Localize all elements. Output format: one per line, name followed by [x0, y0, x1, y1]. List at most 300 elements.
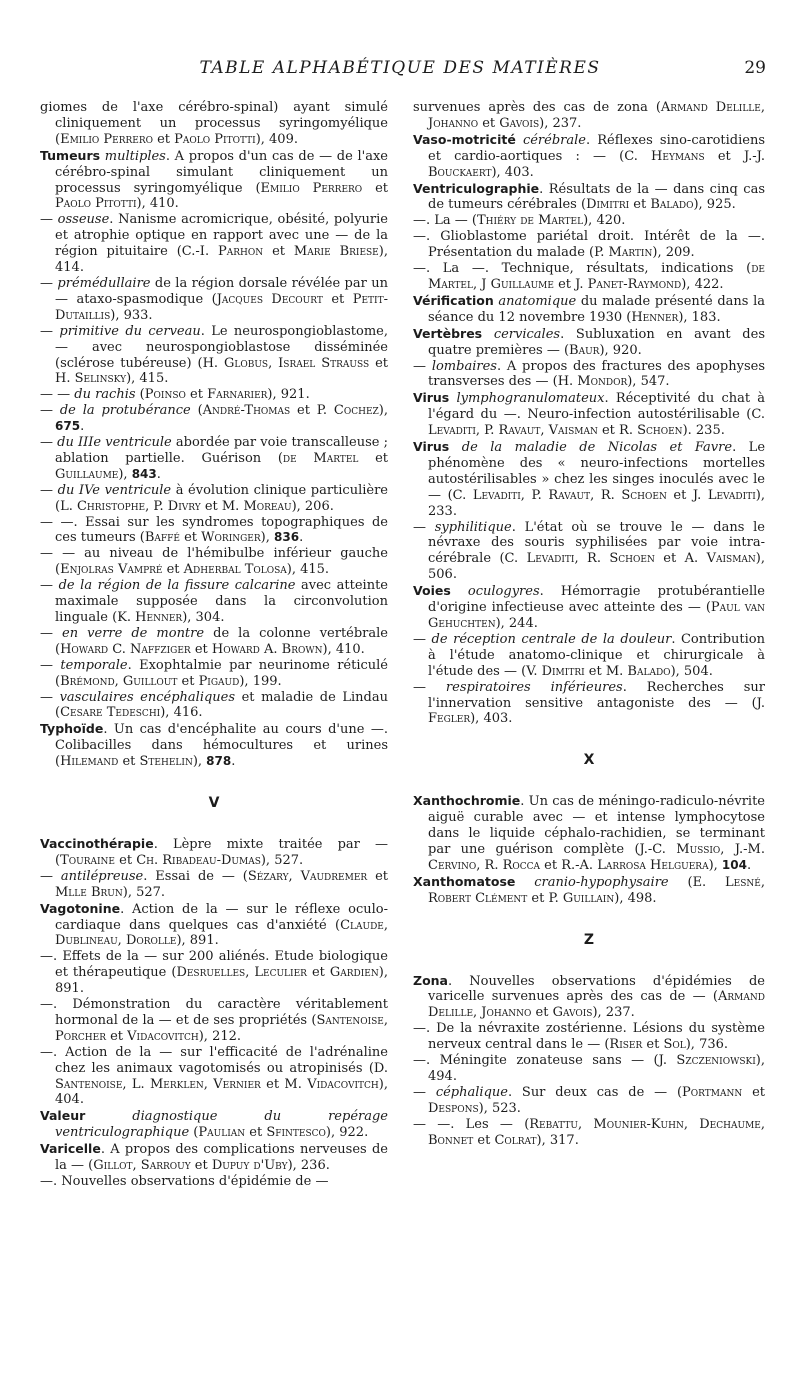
index-entry	[40, 1044, 388, 1109]
entry-authors: Desruelles, Leculier	[176, 965, 307, 981]
entry-authors: J. Fegler	[428, 695, 765, 727]
entry-text: ), 236.	[287, 1158, 330, 1174]
entry-subheading: respiratoires inférieures	[445, 679, 623, 695]
entry-text: et	[152, 131, 175, 147]
entry-text	[482, 327, 494, 342]
entry-text: ), 317.	[536, 1132, 579, 1148]
entry-subheading: vasculaires encéphaliques	[59, 689, 236, 705]
index-entry	[413, 519, 766, 584]
entry-authors: Armand Delille, Johanno	[428, 100, 765, 131]
entry-authors: Guillaume	[55, 466, 119, 482]
entry-subheading: lymphogranulomateux	[456, 391, 605, 407]
entry-authors: Hilemand	[60, 754, 119, 770]
entry-text: —	[40, 625, 63, 641]
entry-text: —	[40, 403, 60, 419]
entry-authors: Gavois	[499, 115, 540, 131]
entry-headword: Voies	[413, 583, 451, 599]
entry-text: et	[553, 276, 576, 292]
entry-text: et	[322, 291, 353, 307]
entry-text: . Nanisme acromicrique, obésité, polyurie et atrophie optique en rapport avec une — de la région pituitaire (	[55, 212, 388, 260]
left-column	[40, 100, 388, 1190]
entry-text: ), 420.	[583, 213, 626, 229]
entry-text: —	[40, 868, 61, 884]
entry-authors: J. Szczeniowski	[658, 1053, 756, 1069]
entry-text: —	[413, 679, 446, 695]
entry-authors: P. Guillain	[548, 890, 615, 906]
entry-authors: V. Dimitri	[526, 663, 585, 679]
entry-text: —	[413, 519, 435, 535]
entry-text: et	[527, 890, 549, 906]
entry-text: ), 404.	[55, 1076, 388, 1108]
entry-headword: Typhoïde	[40, 721, 104, 737]
entry-text: . Le neurospongioblastome, — avec neurospongioblastose disséminée (sclérose tubéreuse) (	[55, 323, 389, 371]
entry-text: . A propos des fractures des apophyses transverses des — (	[428, 358, 766, 390]
entry-subheading: de la maladie de Nicolas et Favre	[461, 440, 733, 456]
entry-authors: Adherbal Tolosa	[183, 562, 287, 578]
entry-headword: Xanthochromie	[413, 793, 521, 809]
entry-page-ref: 843	[131, 466, 157, 481]
entry-text: ), 209.	[652, 245, 695, 261]
entry-text: —. De la névraxite zostérienne. Lésions du système nerveux central dans le — (	[413, 1021, 765, 1053]
page-number: 29	[744, 58, 766, 78]
entry-text: ), 527.	[260, 852, 304, 868]
entry-text	[449, 440, 462, 455]
entry-subheading: cervicales	[493, 326, 561, 342]
entry-headword: Vaso-motricité	[413, 131, 516, 147]
entry-authors: C. Levaditi, P. Ravaut, R. Schoen	[452, 487, 667, 503]
entry-text: ),	[192, 754, 207, 770]
entry-text: et	[597, 423, 620, 439]
index-entry	[413, 1084, 765, 1117]
entry-text: . Résultats de la — dans cinq cas de tumeurs cérébrales (	[428, 181, 765, 213]
entry-text: ), 304.	[182, 610, 225, 625]
entry-subheading: prémédullaire	[57, 275, 151, 291]
entry-authors: Mlle Brun	[55, 884, 123, 900]
index-entry	[40, 275, 388, 324]
index-entry	[413, 229, 765, 261]
index-entry	[40, 900, 388, 950]
entry-text: —	[40, 689, 60, 705]
entry-text: de la région dorsale révélée par un — ataxo-spasmodique (	[55, 275, 388, 307]
entry-subheading: du IIIe ventricule	[57, 435, 172, 451]
index-entry	[40, 578, 388, 626]
entry-subheading: osseuse	[57, 212, 110, 228]
entry-authors: Marie Briese	[293, 244, 379, 260]
index-entry	[40, 657, 388, 690]
entry-authors: K. Henner	[117, 610, 183, 625]
index-entry	[40, 546, 388, 578]
entry-text: et	[179, 530, 202, 546]
entry-text: — —	[40, 387, 75, 403]
entry-authors: Balado	[650, 197, 694, 213]
entry-text: et	[654, 551, 685, 567]
entry-headword: Vagotonine	[40, 900, 121, 916]
entry-text: ), 237.	[592, 1005, 635, 1021]
entry-authors: Vidacovitch	[127, 1028, 199, 1044]
index-entry	[40, 1141, 388, 1174]
entry-authors: Farnarier	[207, 387, 268, 403]
entry-text: (	[135, 387, 145, 403]
entry-text: et	[190, 1158, 212, 1174]
entry-subheading: du IVe ventricule	[57, 482, 172, 498]
entry-subheading: diagnostique du repérage ventriculographique	[55, 1109, 388, 1141]
entry-authors: Paul van Gehuchten	[428, 600, 765, 631]
entry-authors: P. Cochez	[316, 403, 379, 419]
entry-text: ), 920.	[599, 342, 642, 358]
entry-text: ), 422.	[681, 276, 724, 292]
entry-text: ), 925.	[693, 197, 736, 213]
entry-authors: Paolo Pitotti	[55, 196, 137, 212]
entry-text: —	[413, 1084, 436, 1100]
entry-text: —	[40, 323, 60, 339]
entry-text: et	[704, 148, 744, 164]
entry-text: ), 403.	[470, 711, 513, 727]
entry-page-ref: 675	[55, 419, 81, 434]
entry-text: ), 891.	[55, 965, 388, 997]
entry-text: .	[80, 419, 85, 435]
entry-authors: de Martel, J Guillaume	[428, 261, 765, 292]
index-entry	[40, 100, 388, 148]
entry-text: —	[413, 358, 432, 374]
entry-subheading: de la protubérance	[59, 403, 191, 419]
entry-subheading: primitive du cerveau	[59, 323, 201, 339]
entry-text: et	[367, 868, 388, 884]
index-entry	[413, 261, 765, 293]
entry-text: et	[531, 1005, 553, 1021]
entry-text: .	[231, 754, 236, 770]
entry-text: —	[40, 578, 59, 594]
entry-text	[85, 1109, 132, 1124]
entry-authors: M. Moreau	[221, 498, 292, 514]
entry-text: ), 504.	[670, 663, 713, 679]
entry-text: et	[584, 663, 606, 679]
index-entry	[40, 387, 388, 403]
entry-authors: E. Lesné, Robert Clément	[428, 874, 765, 906]
entry-authors: Touraine	[60, 852, 115, 868]
section-letter: X	[583, 752, 595, 769]
entry-authors: Portmann	[682, 1084, 743, 1100]
entry-authors: Colrat	[494, 1132, 537, 1148]
index-entry	[40, 868, 388, 901]
entry-text: —. Nouvelles observations d'épidémie de —	[40, 1174, 329, 1189]
section-letter: V	[208, 795, 220, 812]
index-entry	[40, 835, 388, 869]
index-entry	[40, 997, 388, 1045]
entry-text: — —. Les — (	[413, 1116, 530, 1132]
entry-text: et	[478, 115, 500, 131]
index-entry	[40, 482, 388, 515]
entry-headword: Vertèbres	[413, 325, 483, 341]
entry-authors: J.-J. Bouckaert	[428, 148, 766, 180]
index-entry	[413, 131, 766, 181]
entry-text: — —. Essai sur les syndromes topographiques de ces tumeurs (	[40, 514, 388, 546]
entry-authors: Stehelin	[139, 754, 193, 770]
entry-text: ), 403.	[491, 164, 534, 180]
entry-text: ), 933.	[110, 307, 153, 323]
entry-authors: Petit-Dutaillis	[55, 291, 388, 323]
entry-subheading: céphalique	[435, 1084, 508, 1100]
entry-text: et	[742, 1084, 765, 1100]
entry-text: et	[118, 754, 140, 770]
entry-text: avec atteinte maximale supposée dans la circonvolution linguale (	[55, 578, 388, 625]
entry-authors: Thiéry de Martel	[476, 213, 584, 229]
index-entry	[413, 1116, 765, 1149]
entry-authors: D. Santenoise, L. Merklen, Vernier	[55, 1060, 388, 1092]
entry-text: ), 415.	[286, 562, 330, 578]
index-entry	[413, 358, 766, 391]
entry-authors: A. Vaisman	[684, 551, 756, 567]
entry-text: et	[115, 852, 137, 868]
entry-headword: Valeur	[40, 1108, 86, 1124]
entry-text: . Sur deux cas de — (	[507, 1084, 683, 1100]
entry-text: (	[190, 403, 203, 419]
index-entry	[413, 180, 765, 214]
index-entry	[413, 325, 765, 359]
entry-text: —. Démonstration du caractère véritablement hormonal de la — et de ses propriétés (	[40, 997, 388, 1028]
entry-text: ),	[118, 466, 132, 482]
entry-text: . Nouvelles observations d'épidémies de varicelle survenues après des cas de — (	[428, 973, 765, 1005]
entry-authors: André-Thomas	[202, 403, 291, 419]
entry-authors: de Martel	[282, 450, 359, 466]
entry-text: . Réceptivité du chat à l'égard du —. Neuro-infection autostérilisable (	[428, 391, 765, 423]
entry-text: —. Méningite zonateuse sans — (	[413, 1053, 659, 1069]
entry-text: —. La —. Technique, résultats, indications (	[413, 261, 752, 277]
entry-authors: Paulian	[198, 1125, 246, 1141]
entry-text: et	[629, 197, 651, 213]
entry-authors: L. Christophe	[60, 498, 146, 514]
entry-text: ), 237.	[539, 115, 582, 131]
index-entry	[40, 212, 388, 276]
entry-headword: Xanthomatose	[413, 873, 516, 889]
entry-authors: Emilio Perrero	[260, 180, 363, 196]
entry-authors: C. Levaditi, R. Schoen	[504, 551, 655, 567]
entry-headword: Varicelle	[40, 1141, 101, 1157]
entry-text: ), 506.	[428, 551, 766, 583]
entry-authors: C. Levaditi, P. Ravaut, Vaisman	[428, 407, 765, 439]
entry-text: ), 206.	[291, 498, 334, 514]
entry-text: ), 921.	[267, 387, 310, 403]
entry-authors: H. Globus, Israel Strauss	[202, 355, 370, 371]
entry-headword: Ventriculographie	[413, 180, 540, 196]
index-entry	[40, 1174, 388, 1190]
entry-text: ), 244.	[495, 616, 538, 631]
entry-authors: Pigaud	[198, 673, 240, 689]
entry-subheading: antilépreuse	[60, 868, 144, 884]
right-column	[413, 100, 765, 1148]
entry-authors: Baffé	[144, 530, 180, 546]
index-entry	[40, 1108, 388, 1141]
entry-text: —. Action de la — sur l'efficacité de l'adrénaline chez les animaux vagotomisés ou atropinisés (	[40, 1044, 388, 1076]
entry-text: . Subluxation en avant des quatre premières — (	[428, 326, 765, 358]
entry-text	[451, 584, 468, 599]
index-entry	[40, 689, 388, 722]
page-header	[0, 58, 800, 82]
entry-text: ), 183.	[678, 309, 721, 325]
entry-page-ref: 836	[274, 530, 300, 545]
entry-text: du malade présenté dans la séance du 12 novembre 1930 (	[428, 293, 765, 325]
entry-authors: Dimitri	[586, 197, 630, 213]
entry-authors: Poinso	[144, 387, 186, 403]
entry-subheading: de réception centrale de la douleur	[431, 631, 672, 647]
index-entry	[413, 100, 765, 132]
entry-headword: Virus	[413, 390, 450, 406]
entry-text: .	[746, 857, 752, 873]
index-entry	[413, 1053, 766, 1085]
entry-text: . Le phénomène des « neuro-infections mortelles autostérilisables » chez les singes inoculés avec le — (	[428, 440, 766, 503]
index-entry	[40, 435, 388, 483]
entry-text: et	[162, 562, 184, 578]
entry-text: . Action de la — sur le réflexe oculo-cardiaque dans quelques cas d'anxiété (	[55, 901, 388, 933]
entry-text: et	[362, 180, 388, 196]
index-entry	[413, 631, 765, 680]
entry-subheading: de la région de la fissure calcarine	[58, 578, 296, 594]
entry-authors: J.-C. Mussio, J.-M. Cervino, R. Rocca	[428, 841, 765, 873]
entry-authors: H. Mondor	[557, 374, 628, 390]
entry-text: abordée par voie transcalleuse ; ablation partielle. Guérison (	[55, 435, 388, 466]
entry-authors: Sfintesco	[266, 1125, 326, 1141]
entry-text: —	[413, 631, 432, 647]
index-entry	[413, 213, 765, 229]
entry-text: ,	[145, 498, 154, 514]
entry-text: ), 494.	[428, 1053, 766, 1084]
entry-headword: Vérification	[413, 292, 494, 308]
index-entry	[40, 403, 388, 435]
entry-text: —	[40, 435, 58, 451]
entry-authors: Claude, Dublineau, Dorolle	[55, 917, 388, 949]
index-entry	[413, 1021, 765, 1053]
entry-subheading: temporale	[60, 657, 128, 673]
index-entry	[413, 292, 765, 326]
entry-authors: R. Schoen	[619, 423, 683, 439]
entry-text: ), 409.	[255, 131, 298, 147]
entry-authors: C.-I. Parhon	[181, 244, 264, 260]
entry-authors: Riser	[609, 1037, 643, 1053]
entry-text: —. Glioblastome pariétal droit. Intérêt de la —. Présentation du malade (	[413, 229, 765, 261]
entry-authors: Henner	[631, 309, 679, 325]
index-entry	[413, 390, 765, 439]
index-entry	[40, 323, 389, 388]
entry-text: . A propos des complications nerveuses de la — (	[55, 1142, 388, 1174]
entry-authors: Dupuy d'Uby	[211, 1158, 288, 1174]
entry-text: ), 415.	[126, 371, 169, 387]
entry-authors: Enjolras Vampré	[60, 562, 163, 578]
index-entry	[413, 793, 765, 874]
entry-text: et	[358, 450, 388, 466]
index-entry	[413, 679, 765, 728]
entry-authors: Cesare Tedeschi	[60, 705, 161, 721]
entry-text: . A propos d'un cas de — de l'axe cérébro-spinal simulant cliniquement un processus syringomyélique (	[55, 148, 388, 196]
entry-text: ), 416.	[160, 705, 203, 721]
entry-text: ), 736.	[685, 1037, 729, 1053]
entry-text: . Lèpre mixte traitée par — (	[55, 836, 388, 868]
entry-subheading: cérébrale	[522, 132, 586, 148]
entry-authors: J. Levaditi	[692, 487, 756, 503]
entry-authors: Howard A. Brown	[211, 641, 323, 657]
entry-text: . L'état où se trouve le — dans le névraxe des souris syphilisées par voie intra-cérébrale (	[428, 519, 765, 567]
entry-text: . Hémorragie protubérantielle d'origine infectieuse avec atteinte des — (	[428, 584, 765, 616]
entry-authors: Sol	[663, 1037, 686, 1053]
index-entry	[40, 514, 388, 547]
entry-authors: Santenoise, Porcher	[55, 1012, 388, 1044]
entry-authors: H. Selinsky	[55, 371, 127, 387]
entry-authors: Baur	[569, 342, 600, 358]
entry-text: survenues après des cas de zona (	[413, 100, 661, 115]
entry-text: et	[290, 403, 317, 419]
entry-text: —. Effets de la — sur 200 aliénés. Etude biologique et thérapeutique (	[40, 949, 388, 981]
entry-text: et maladie de Lindau (	[55, 689, 388, 721]
entry-text: et	[473, 1132, 495, 1148]
entry-text: —	[40, 212, 58, 228]
entry-text	[516, 133, 523, 148]
entry-authors: Gavois	[552, 1005, 593, 1021]
entry-authors: J. Panet-Raymond	[575, 276, 682, 292]
index-entry	[40, 721, 388, 770]
entry-authors: Gardien	[329, 965, 379, 981]
entry-text: —	[40, 657, 61, 673]
entry-text: . Recherches sur l'innervation sensitive antagoniste des — (	[428, 679, 765, 711]
entry-text: . Un cas de méningo-radiculo-névrite aiguë curable avec — et intense lymphocytose dans le liquide céphalo-rachidien, se terminant par une guérison complète (	[428, 794, 765, 857]
entry-text: giomes de l'axe cérébro-spinal) ayant simulé cliniquement un processus syringomyélique (	[40, 100, 388, 147]
index-entry	[413, 873, 765, 907]
index-entry	[40, 949, 388, 997]
entry-text: et	[666, 487, 693, 503]
entry-page-ref: 878	[206, 754, 232, 769]
entry-text: —. La — (	[413, 213, 477, 229]
entry-authors: Paolo Pitotti	[174, 131, 256, 147]
entry-subheading: anatomique	[498, 293, 577, 309]
index-entry	[413, 439, 766, 520]
entry-text: ), 547.	[627, 374, 670, 390]
entry-text: ),	[378, 403, 388, 419]
entry-headword: Zona	[413, 972, 448, 988]
entry-authors: Jacques Decourt	[216, 291, 323, 307]
entry-subheading: oculogyres	[467, 584, 540, 600]
entry-authors: M. Vidacovitch	[284, 1076, 379, 1092]
entry-headword: Virus	[413, 439, 450, 455]
entry-authors: Sézary, Vaudremer	[247, 868, 368, 884]
entry-text: et	[177, 673, 199, 689]
entry-text: ),	[708, 857, 722, 873]
entry-text: et	[245, 1125, 267, 1141]
entry-text: (	[189, 1125, 199, 1141]
entry-text: .	[156, 466, 161, 482]
entry-text: ), 891.	[176, 933, 219, 949]
entry-subheading: cranio-hypophysaire	[534, 874, 669, 890]
entry-text	[515, 875, 534, 890]
entry-authors: M. Balado	[605, 663, 671, 679]
entry-text: ), 233.	[428, 487, 765, 519]
index-entry	[413, 583, 765, 632]
entry-text: à évolution clinique particulière (	[55, 482, 388, 514]
entry-authors: P. Divry	[153, 498, 201, 514]
section-letter: Z	[583, 931, 595, 948]
entry-text: et	[642, 1037, 664, 1053]
entry-authors: C. Heymans	[624, 148, 705, 164]
entry-text: . Contribution à l'étude anatomo-clinique et chirurgicale à l'étude des — (	[428, 631, 765, 679]
entry-text: ), 523.	[478, 1100, 521, 1116]
entry-text: et	[190, 641, 212, 657]
entry-authors: Rebattu, Mounier-Kuhn, Dechaume, Bonnet	[428, 1116, 765, 1148]
entry-subheading: du rachis	[74, 387, 136, 403]
entry-text: et	[540, 857, 562, 873]
entry-authors: Despons	[428, 1100, 479, 1116]
entry-text: et	[105, 1028, 128, 1044]
entry-text: ), 410.	[136, 196, 179, 212]
entry-authors: Brémond, Guillout	[60, 673, 178, 689]
entry-text: (	[668, 874, 693, 890]
entry-text: . Exophtalmie par neurinome réticulé (	[55, 657, 388, 689]
entry-text: ), 414.	[55, 244, 388, 276]
